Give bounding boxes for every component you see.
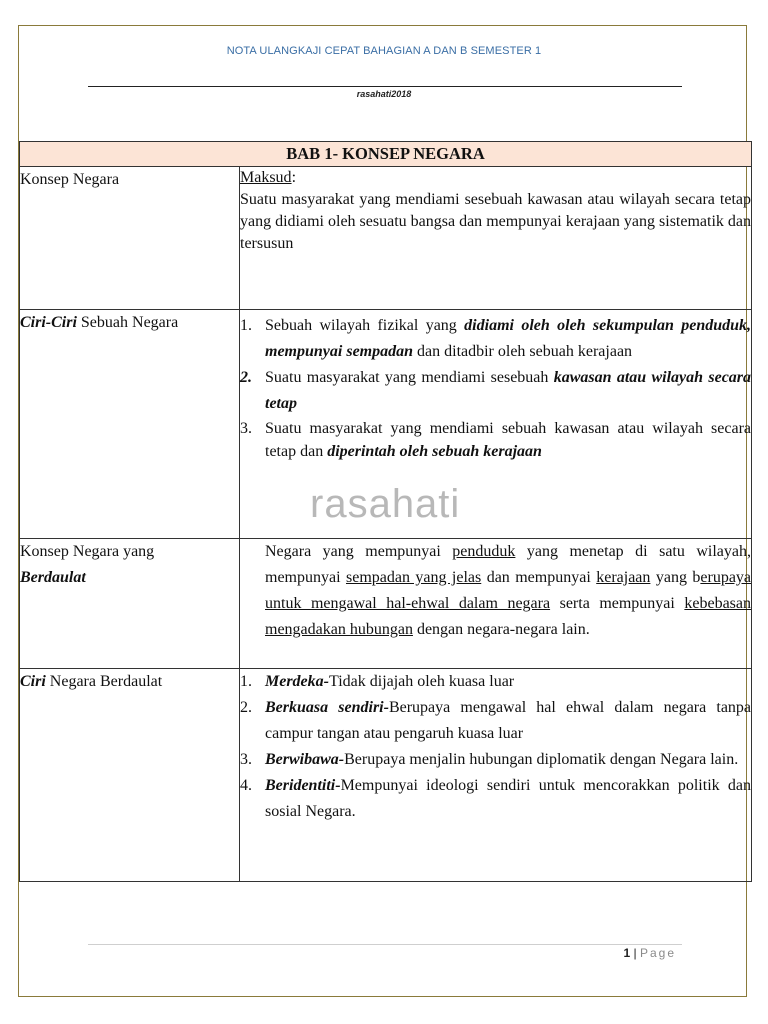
item-emphasis: Merdeka-: [265, 673, 329, 690]
list-item: [240, 773, 751, 825]
row-term-ciri-ciri: [20, 310, 240, 539]
maksud-colon: :: [291, 169, 297, 186]
item-underline: erupaya untuk mengawal hal-ehwal dalam negara: [265, 569, 752, 612]
item-text: serta mempunyai: [550, 595, 685, 612]
item-text: yang menetap di satu wilayah, mempunyai: [265, 543, 752, 586]
chapter-title: BAB 1- KONSEP NEGARA: [20, 142, 752, 167]
item-emphasis: Beridentiti-: [265, 777, 341, 794]
term-bold-italic: Ciri: [20, 673, 46, 690]
table-title-row: [20, 142, 752, 167]
table-row: [20, 539, 752, 669]
item-number: 1.: [240, 317, 252, 334]
item-number: 2.: [240, 699, 252, 716]
footer-rule: [88, 944, 682, 945]
item-number: 4.: [240, 777, 252, 794]
row-term-konsep-negara: [20, 167, 240, 310]
term-rest: Sebuah Negara: [76, 314, 179, 331]
item-number: 3.: [240, 420, 252, 437]
list-item: [240, 313, 751, 365]
header-title: NOTA ULANGKAJI CEPAT BAHAGIAN A DAN B SEMESTER 1: [226, 45, 542, 57]
header-rule: [88, 86, 682, 87]
term-rest: Negara Berdaulat: [45, 673, 163, 690]
row-content-berdaulat: [240, 539, 752, 669]
list-item: [240, 695, 751, 747]
item-emphasis: diperintah oleh sebuah kerajaan: [327, 443, 542, 460]
term-label: Konsep Negara yang: [20, 543, 155, 560]
item-text: Berupaya mengawal hal ehwal dalam negara tanpa campur tangan atau pengaruh kuasa luar: [265, 699, 752, 742]
item-emphasis: kawasan atau wilayah secara tetap: [265, 369, 752, 412]
item-text: Berupaya menjalin hubungan diplomatik dengan Negara lain.: [344, 751, 739, 768]
row-term-ciri-berdaulat: [20, 669, 240, 882]
row-content-konsep-negara: [240, 167, 752, 310]
item-emphasis: Berkuasa sendiri-: [265, 699, 389, 716]
term-bold-italic: Berdaulat: [20, 569, 86, 586]
table-row: [20, 167, 752, 310]
item-emphasis: didiami oleh oleh sekumpulan penduduk, mempunyai sempadan: [265, 317, 752, 360]
item-number: 1.: [240, 673, 252, 690]
watermark-text: rasahati: [310, 482, 461, 526]
term-bold-italic: Ciri-Ciri: [20, 314, 77, 331]
item-text: Suatu masyarakat yang mendiami sesebuah: [265, 369, 554, 386]
term-label: Konsep Negara: [20, 171, 120, 188]
row-content-ciri-berdaulat: [240, 669, 752, 882]
item-underline: penduduk: [452, 543, 516, 560]
definition-text: Suatu masyarakat yang mendiami sesebuah kawasan atau wilayah secara tetap yang didiami oleh sesuatu bangsa dan mempunyai kerajaan yang sistematik dan tersusun: [240, 191, 752, 252]
header-author: rasahati2018: [356, 89, 412, 99]
list-item: [240, 669, 751, 695]
item-text: Tidak dijajah oleh kuasa luar: [328, 673, 515, 690]
item-text: Mempunyai ideologi sendiri untuk mencorakkan politik dan sosial Negara.: [265, 777, 752, 820]
item-text: dengan negara-negara lain.: [412, 621, 590, 638]
list-item: [240, 539, 751, 643]
item-text: yang b: [650, 569, 701, 586]
page-separator: |: [630, 946, 640, 960]
table-row: [20, 669, 752, 882]
list-item: [240, 747, 751, 773]
item-underline: sempadan yang jelas: [345, 569, 482, 586]
item-text: dan mempunyai: [481, 569, 597, 586]
page-number: 1: [623, 946, 631, 960]
list-item: [240, 365, 751, 417]
list-item: [240, 417, 751, 463]
item-number: 3.: [240, 751, 252, 768]
footer-page-number: [623, 946, 676, 960]
item-text: dan ditadbir oleh sebuah kerajaan: [413, 343, 633, 360]
item-underline: kebebasan mengadakan hubungan: [265, 595, 752, 638]
row-term-berdaulat: [20, 539, 240, 669]
item-number: 2.: [240, 369, 252, 386]
item-text: Sebuah wilayah fizikal yang: [265, 317, 465, 334]
item-emphasis: Berwibawa-: [265, 751, 345, 768]
item-text: Negara yang mempunyai: [265, 543, 453, 560]
item-text: Suatu masyarakat yang mendiami sebuah kawasan atau wilayah secara tetap dan: [265, 420, 752, 460]
item-underline: kerajaan: [596, 569, 651, 586]
page-label: Page: [639, 946, 676, 960]
maksud-label: Maksud: [240, 169, 292, 186]
